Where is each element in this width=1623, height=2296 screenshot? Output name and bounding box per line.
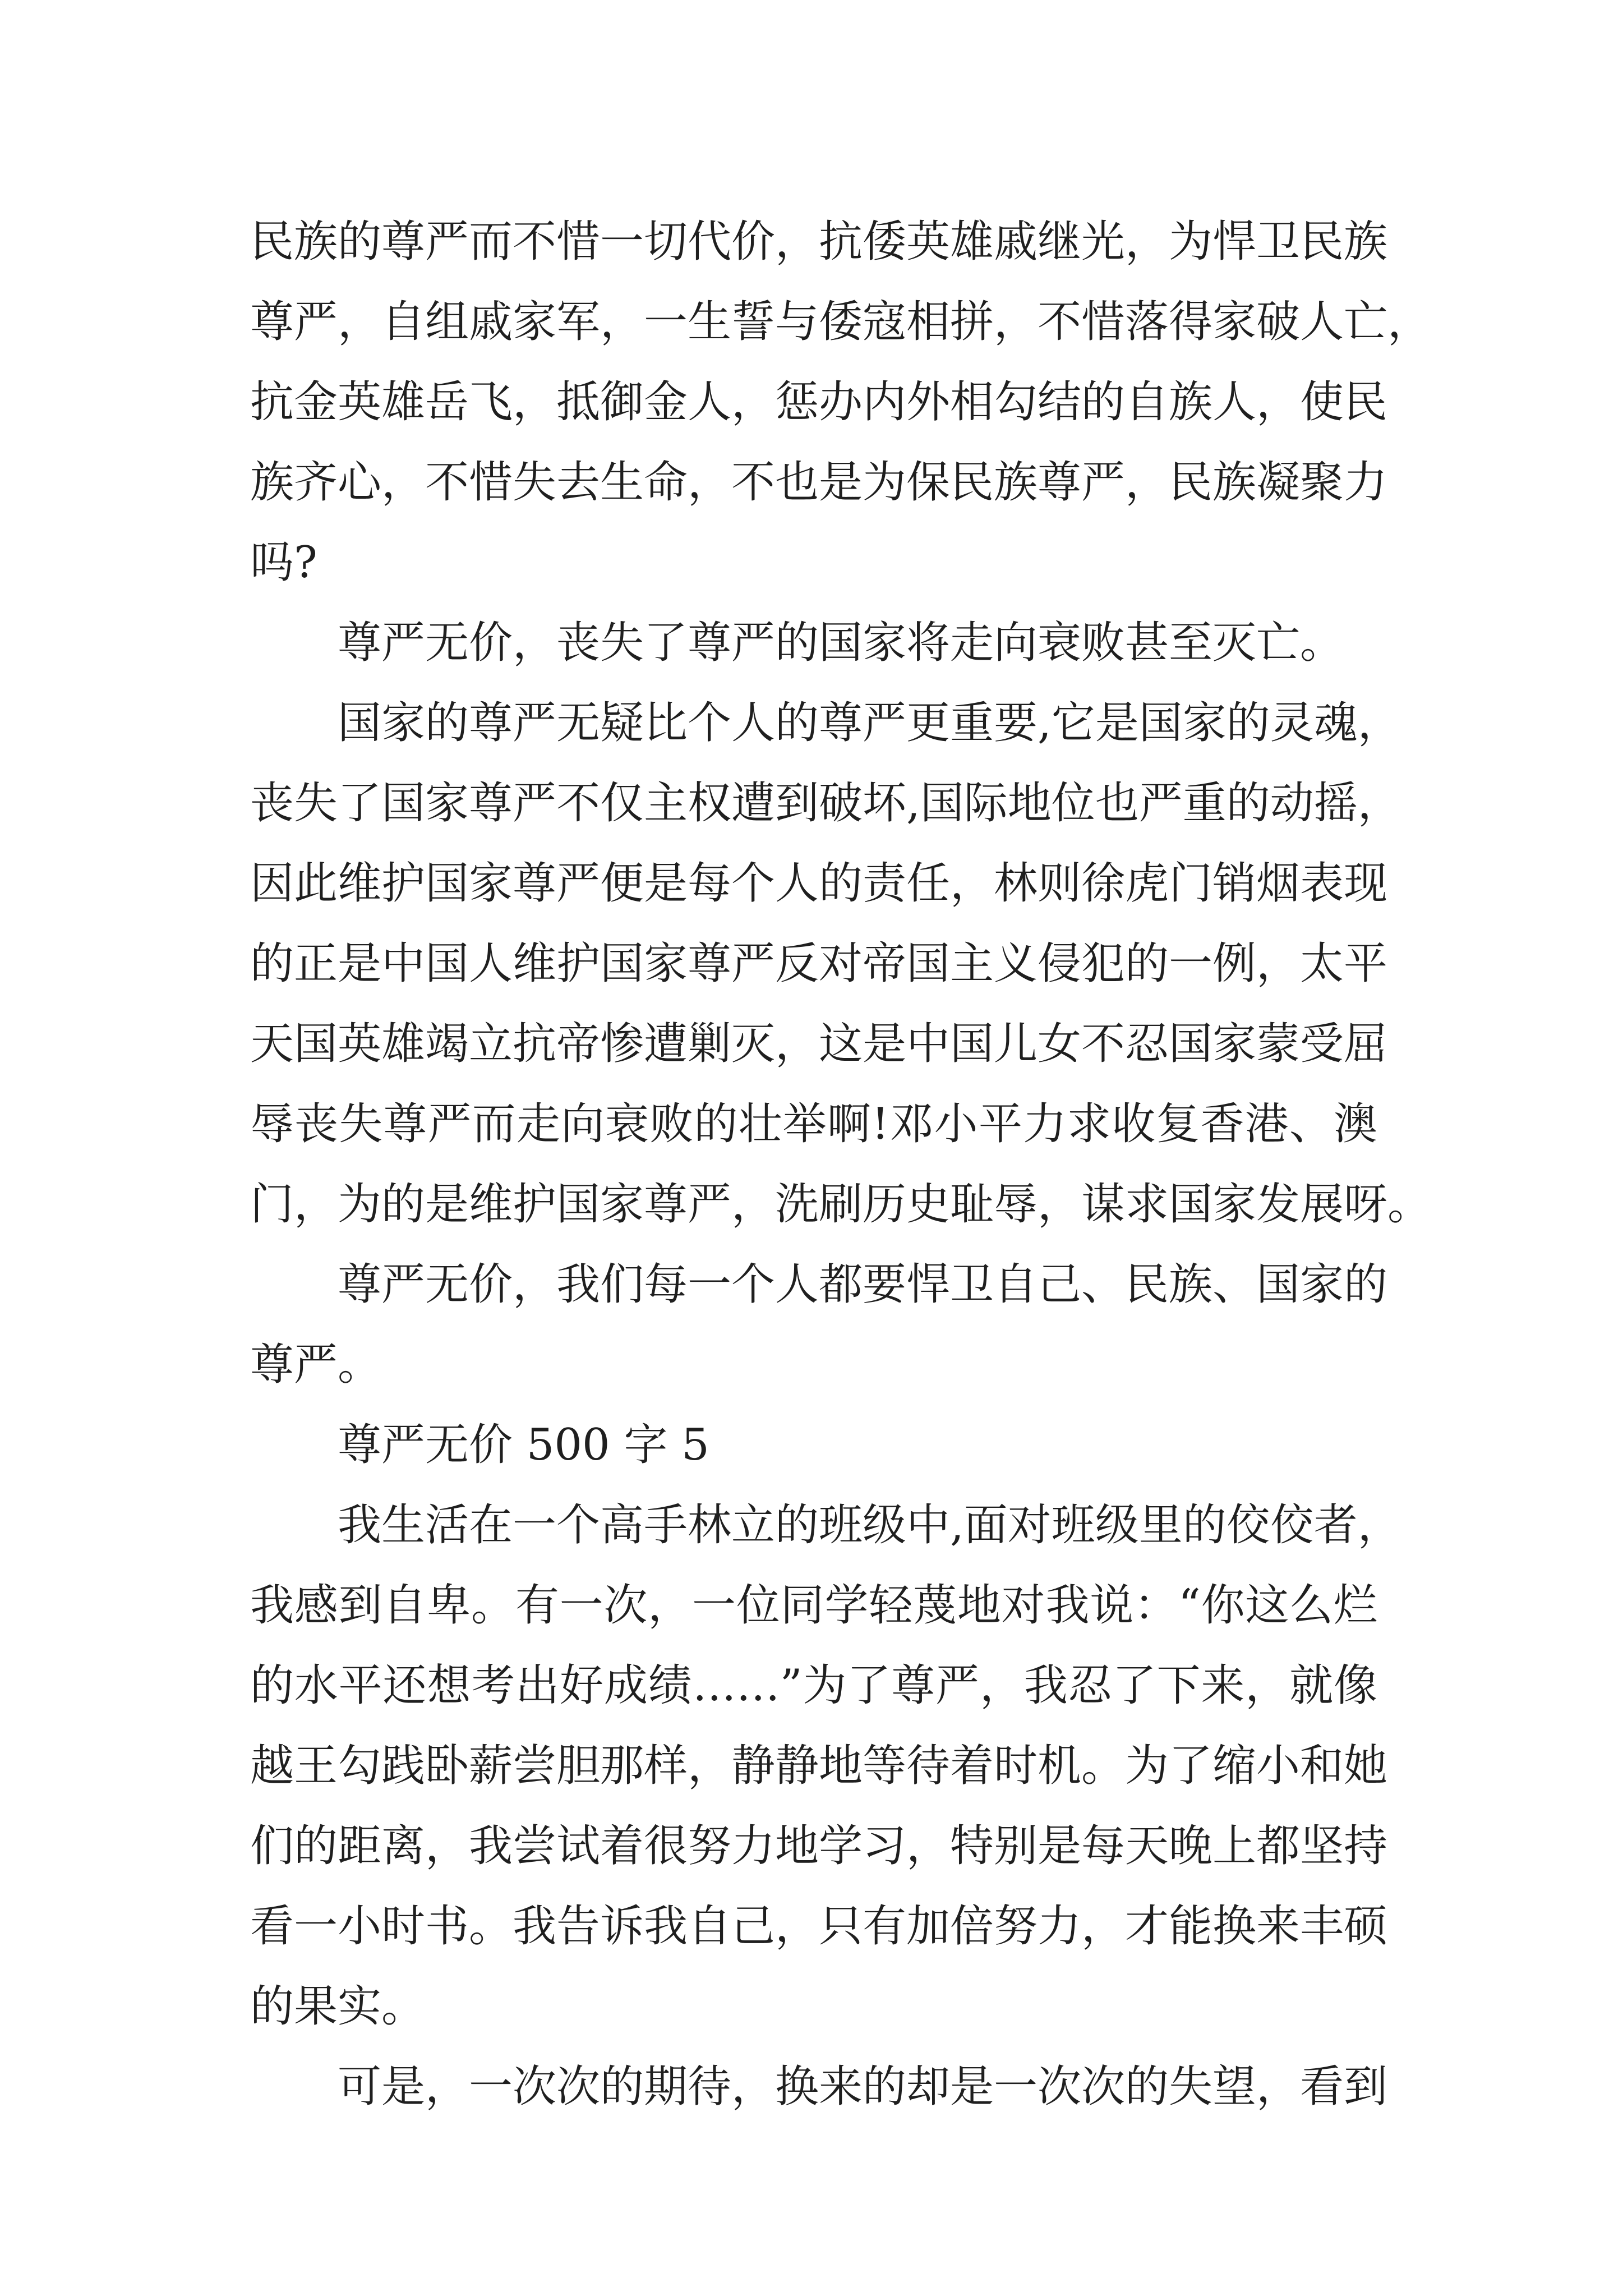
text-line: 辱丧失尊严而走向衰败的壮举啊!邓小平力求收复香港、澳 (250, 1099, 1377, 1149)
section-heading: 尊严无价 500 字 5 (338, 1420, 709, 1470)
paragraph-line: 可是，一次次的期待，换来的却是一次次的失望，看到 (338, 2062, 1388, 2112)
text-line: 我感到自卑。有一次，一位同学轻蔑地对我说：“你这么烂 (250, 1580, 1377, 1631)
text-line: 门，为的是维护国家尊严，洗刷历史耻辱，谋求国家发展呀。 (250, 1179, 1432, 1230)
paragraph-line: 尊严无价，我们每一个人都要悍卫自己、民族、国家的 (338, 1259, 1388, 1310)
text-line: 的正是中国人维护国家尊严反对帝国主义侵犯的一例，太平 (250, 938, 1388, 989)
text-line: 尊严。 (250, 1340, 382, 1390)
text-line: 抗金英雄岳飞，抵御金人，惩办内外相勾结的自族人，使民 (250, 377, 1388, 427)
text-line: 的水平还想考出好成绩……”为了尊严，我忍了下来，就像 (250, 1660, 1377, 1711)
text-line: 的果实。 (250, 1981, 426, 2032)
paragraph-line: 我生活在一个高手林立的班级中,面对班级里的佼佼者， (338, 1500, 1401, 1550)
paragraph-line: 国家的尊严无疑比个人的尊严更重要,它是国家的灵魂， (338, 698, 1401, 748)
document-body (250, 202, 1432, 2127)
text-line: 民族的尊严而不惜一切代价，抗倭英雄戚继光，为悍卫民族 (250, 217, 1388, 267)
text-line: 看一小时书。我告诉我自己，只有加倍努力，才能换来丰硕 (250, 1901, 1388, 1952)
text-line: 天国英雄竭立抗帝惨遭剿灭，这是中国儿女不忍国家蒙受屈 (250, 1019, 1388, 1069)
text-line: 吗? (250, 537, 317, 588)
text-line: 丧失了国家尊严不仅主权遭到破坏,国际地位也严重的动摇， (250, 778, 1401, 829)
text-line: 因此维护国家尊严便是每个人的责任，林则徐虎门销烟表现 (250, 858, 1388, 909)
paragraph-line: 尊严无价，丧失了尊严的国家将走向衰败甚至灭亡。 (338, 618, 1344, 668)
text-line: 们的距离，我尝试着很努力地学习，特别是每天晚上都坚持 (250, 1821, 1388, 1871)
text-line: 越王勾践卧薪尝胆那样，静静地等待着时机。为了缩小和她 (250, 1741, 1388, 1791)
text-line: 族齐心，不惜失去生命，不也是为保民族尊严，民族凝聚力 (250, 457, 1388, 508)
text-line: 尊严，自组戚家军，一生誓与倭寇相拼，不惜落得家破人亡， (250, 297, 1432, 347)
